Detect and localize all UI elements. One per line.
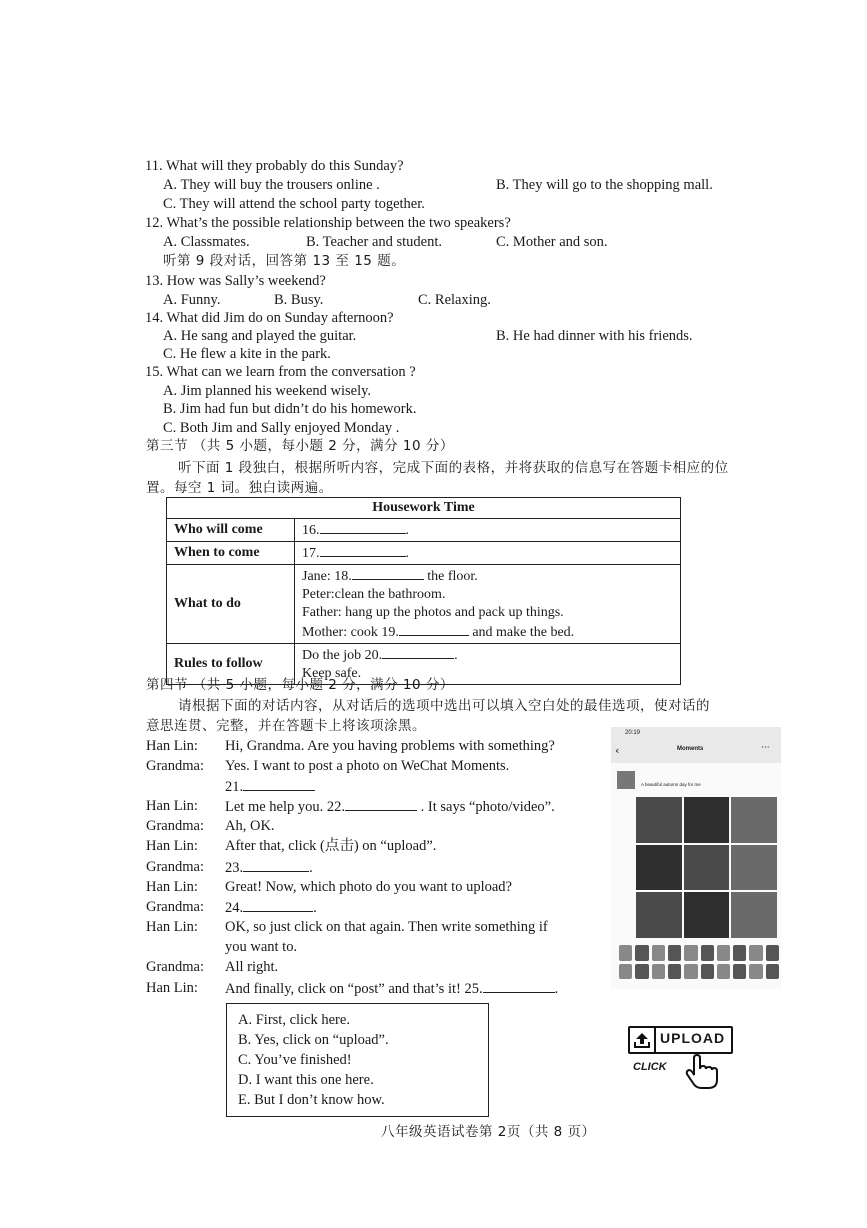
section4-heading: 第四节 （共 5 小题，每小题 2 分，满分 10 分） bbox=[146, 677, 454, 693]
q13-option-c: C. Relaxing. bbox=[418, 292, 491, 308]
dialog-speaker: Han Lin: bbox=[146, 879, 198, 895]
q15-option-b: B. Jim had fun but didn’t do his homework. bbox=[163, 401, 417, 417]
blank-22-after: . It says “photo/video”. bbox=[417, 799, 555, 815]
q15-option-c: C. Both Jim and Sally enjoyed Monday . bbox=[163, 420, 400, 436]
q15-option-a: A. Jim planned his weekend wisely. bbox=[163, 383, 372, 399]
wechat-moments-screenshot bbox=[611, 727, 781, 989]
section4-instructions-line2: 意思连贯、完整，并在答题卡上将该项涂黑。 bbox=[146, 718, 426, 734]
section3-heading: 第三节 （共 5 小题，每小题 2 分，满分 10 分） bbox=[146, 438, 454, 454]
blank-25-after: . bbox=[554, 981, 559, 997]
answer-blank-22 bbox=[345, 797, 417, 811]
dialog-line: Great! Now, which photo do you want to upload? bbox=[225, 879, 512, 895]
rule-keep-safe: Keep safe. bbox=[302, 666, 362, 681]
click-label: CLICK bbox=[633, 1061, 667, 1073]
task-mother-rest: and make the bed. bbox=[472, 625, 575, 640]
dialog-blank-23-line bbox=[225, 858, 313, 877]
table-title: Housework Time bbox=[167, 498, 681, 519]
dialog-blank-22-line bbox=[225, 797, 555, 816]
dialog-blank-21-line bbox=[225, 777, 315, 796]
dialog-speaker: Han Lin: bbox=[146, 798, 198, 814]
task-father: Father: hang up the photos and pack up things. bbox=[302, 605, 564, 620]
answer-blank-16 bbox=[320, 520, 406, 534]
blank-18-number: Jane: 18. bbox=[302, 569, 352, 584]
row-label-rules: Rules to follow bbox=[167, 644, 295, 685]
blank-19-number: Mother: cook 19. bbox=[302, 625, 399, 640]
blank-25-text: And finally, click on “post” and that’s it! 25. bbox=[225, 981, 483, 997]
q12-stem: 12. What’s the possible relationship between the two speakers? bbox=[145, 215, 511, 231]
emoji-strip bbox=[619, 945, 779, 979]
q12-option-c: C. Mother and son. bbox=[496, 234, 608, 250]
blank-23-number: 23. bbox=[225, 860, 244, 876]
photo-grid bbox=[636, 797, 777, 938]
dialog-line: Ah, OK. bbox=[225, 818, 275, 834]
dialog-line: Hi, Grandma. Are you having problems with something? bbox=[225, 738, 555, 754]
answer-blank-20 bbox=[382, 645, 454, 659]
dialog-speaker: Grandma: bbox=[146, 899, 204, 915]
upload-click-graphic bbox=[628, 1024, 738, 1092]
blank-24-after: . bbox=[313, 900, 317, 916]
dialog-speaker: Grandma: bbox=[146, 758, 204, 774]
dialog-speaker: Han Lin: bbox=[146, 738, 198, 754]
section3-instructions-line1: 听下面 1 段独白，根据所听内容，完成下面的表格，并将获取的信息写在答题卡相应的位 bbox=[178, 460, 729, 476]
moments-title: Moments bbox=[677, 746, 704, 752]
blank-22-text: Let me help you. 22. bbox=[225, 799, 346, 815]
row-label-who: Who will come bbox=[167, 519, 295, 542]
page-footer: 八年级英语试卷第 2页（共 8 页） bbox=[381, 1124, 596, 1140]
answer-blank-23 bbox=[243, 858, 309, 872]
options-box bbox=[226, 1003, 489, 1117]
upload-label: UPLOAD bbox=[660, 1030, 726, 1046]
upload-arrow-icon bbox=[630, 1028, 656, 1052]
option-c: C. You’ve finished! bbox=[238, 1052, 352, 1068]
answer-blank-25 bbox=[483, 979, 555, 993]
housework-table bbox=[166, 497, 681, 685]
dialog-speaker: Han Lin: bbox=[146, 838, 198, 854]
option-d: D. I want this one here. bbox=[238, 1072, 374, 1088]
phone-time: 20:19 bbox=[625, 730, 641, 736]
dialog-line: OK, so just click on that again. Then write something if bbox=[225, 919, 548, 935]
q12-option-b: B. Teacher and student. bbox=[306, 234, 443, 250]
q14-option-c: C. He flew a kite in the park. bbox=[163, 346, 331, 362]
q13-stem: 13. How was Sally’s weekend? bbox=[145, 273, 326, 289]
dialog-line: After that, click (点击) on “upload”. bbox=[225, 838, 437, 854]
q11-stem: 11. What will they probably do this Sunday? bbox=[145, 158, 404, 174]
q11-option-c: C. They will attend the school party together. bbox=[163, 196, 425, 212]
q14-option-a: A. He sang and played the guitar. bbox=[163, 328, 357, 344]
row-value-rules: Do the job 20. . Keep safe. bbox=[295, 644, 681, 685]
dialog-speaker: Grandma: bbox=[146, 859, 204, 875]
row-label-when: When to come bbox=[167, 542, 295, 565]
q11-option-a: A. They will buy the trousers online . bbox=[163, 177, 380, 193]
back-arrow-icon: ‹ bbox=[615, 744, 620, 757]
dialog9-intro: 听第 9 段对话，回答第 13 至 15 题。 bbox=[163, 253, 406, 269]
q15-stem: 15. What can we learn from the conversation ? bbox=[145, 364, 416, 380]
blank-17-number: 17. bbox=[302, 546, 320, 561]
row-value-what bbox=[295, 565, 681, 644]
blank-21-number: 21. bbox=[225, 779, 244, 795]
dialog-speaker: Grandma: bbox=[146, 818, 204, 834]
hand-pointer-icon bbox=[684, 1054, 718, 1095]
row-value-when: 17. . bbox=[295, 542, 681, 565]
blank-20-number: Do the job 20. bbox=[302, 648, 383, 663]
answer-blank-19 bbox=[399, 622, 469, 636]
section4-instructions-line1: 请根据下面的对话内容，从对话后的选项中选出可以填入空白处的最佳选项，使对话的 bbox=[178, 698, 710, 714]
q13-option-b: B. Busy. bbox=[274, 292, 324, 308]
q11-option-b: B. They will go to the shopping mall. bbox=[496, 177, 713, 193]
task-peter: Peter:clean the bathroom. bbox=[302, 587, 446, 602]
q14-option-b: B. He had dinner with his friends. bbox=[496, 328, 693, 344]
more-icon: ··· bbox=[761, 743, 770, 753]
post-text: A beautiful autumn day for me bbox=[641, 782, 701, 787]
q12-option-a: A. Classmates. bbox=[163, 234, 250, 250]
answer-blank-18 bbox=[352, 566, 424, 580]
blank-16-number: 16. bbox=[302, 523, 320, 538]
task-jane-rest: the floor. bbox=[427, 569, 478, 584]
row-label-what: What to do bbox=[167, 565, 295, 644]
section3-instructions-line2: 置。每空 1 词。独白读两遍。 bbox=[146, 480, 333, 496]
dialog-blank-24-line bbox=[225, 898, 317, 917]
dialog-speaker: Han Lin: bbox=[146, 919, 198, 935]
q14-stem: 14. What did Jim do on Sunday afternoon? bbox=[145, 310, 394, 326]
answer-blank-24 bbox=[243, 898, 313, 912]
avatar bbox=[617, 771, 635, 789]
dialog-line: All right. bbox=[225, 959, 279, 975]
dialog-blank-25-line bbox=[225, 979, 558, 998]
blank-24-number: 24. bbox=[225, 900, 244, 916]
option-b: B. Yes, click on “upload”. bbox=[238, 1032, 389, 1048]
row-value-who: 16. . bbox=[295, 519, 681, 542]
blank-23-after: . bbox=[309, 860, 313, 876]
option-e: E. But I don’t know how. bbox=[238, 1092, 385, 1108]
dialog-line: Yes. I want to post a photo on WeChat Moments. bbox=[225, 758, 510, 774]
option-a: A. First, click here. bbox=[238, 1012, 350, 1028]
q13-option-a: A. Funny. bbox=[163, 292, 221, 308]
dialog-line: you want to. bbox=[225, 939, 298, 955]
answer-blank-21 bbox=[243, 777, 315, 791]
dialog-speaker: Han Lin: bbox=[146, 980, 198, 996]
answer-blank-17 bbox=[320, 543, 406, 557]
upload-button-graphic bbox=[628, 1026, 733, 1054]
dialog-speaker: Grandma: bbox=[146, 959, 204, 975]
